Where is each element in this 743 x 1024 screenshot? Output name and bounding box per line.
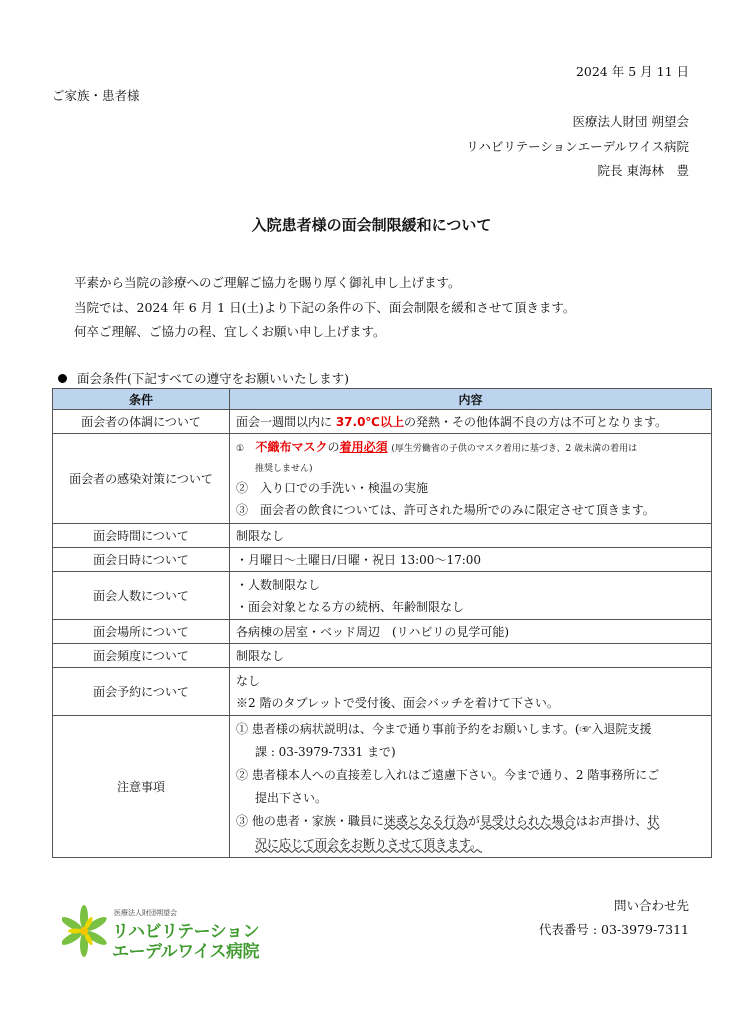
inquiry-phone: 代表番号 : 03-3979-7311 [538,922,689,937]
row-content-health: 面会一週間以内に 37.0℃以上の発熱・その他体調不良の方は不可となります。 [230,410,712,434]
row-label-health: 面会者の体調について [53,410,230,434]
header-condition: 条件 [53,389,230,410]
logo-name-line1: リハビリテーション [112,922,259,942]
mask-highlight: 不織布マスク [255,439,328,454]
table-row [53,716,712,858]
header-content: 内容 [230,389,712,410]
table-row [53,668,712,716]
intro-line-3: 何卒ご理解、ご協力の程、宜しくお願い申し上げます。 [74,324,386,339]
row-content-frequency: 制限なし [230,644,712,668]
inquiry-label: 問い合わせ先 [613,898,689,913]
logo-corp-name: 医療法人財団朔望会 [114,909,177,917]
table-row [53,410,712,434]
row-content-reservation: なし ※2 階のタブレットで受付後、面会バッチを着けて下さい。 [230,668,712,716]
addressee: ご家族・患者様 [52,88,140,103]
logo-name-line2: エーデルワイス病院 [112,942,259,962]
row-label-people: 面会人数について [53,572,230,620]
bullet-icon [58,374,67,383]
row-label-infection: 面会者の感染対策について [53,434,230,524]
document-date: 2024 年 5 月 11 日 [575,64,689,79]
conditions-table [52,388,712,858]
row-content-time: 制限なし [230,524,712,548]
table-row [53,524,712,548]
hospital-logo [62,905,272,960]
document-title: 入院患者様の面会制限緩和について [251,216,492,234]
sender-organization: 医療法人財団 朔望会 [572,114,689,129]
table-row [53,644,712,668]
row-content-days: ・月曜日～土曜日/日曜・祝日 13:00～17:00 [230,548,712,572]
intro-line-2: 当院では、2024 年 6 月 1 日(土)より下記の条件の下、面会制限を緩和させて頂きます。 [74,300,576,315]
table-header-row [53,389,712,410]
table-row [53,572,712,620]
row-label-time: 面会時間について [53,524,230,548]
row-label-notes: 注意事項 [53,716,230,858]
temperature-highlight: 37.0℃以上 [335,414,404,429]
required-highlight: 着用必須 [339,439,388,454]
table-row [53,548,712,572]
intro-line-1: 平素から当院の診療へのご理解ご協力を賜り厚く御礼申し上げます。 [74,275,461,290]
row-label-days: 面会日時について [53,548,230,572]
row-content-people: ・人数制限なし ・面会対象となる方の続柄、年齢制限なし [230,572,712,620]
row-content-infection: ① 不織布マスクの着用必須 (厚生労働省の子供のマスク着用に基づき、2 歳未満の着用は 推奨しません) ② 入り口での手洗い・検温の実施 ③ 面会者の飲食については、許可された場所でのみに限定させて頂きます。 [230,434,712,524]
sender-director: 院長 東海林 豊 [597,163,689,178]
table-row [53,434,712,524]
row-content-place: 各病棟の居室・ベッド周辺 (リハビリの見学可能) [230,620,712,644]
row-label-frequency: 面会頻度について [53,644,230,668]
row-label-place: 面会場所について [53,620,230,644]
edelweiss-flower-icon [62,905,110,957]
section-heading: 面会条件(下記すべての遵守をお願いいたします) [58,369,349,387]
table-row [53,620,712,644]
row-content-notes: ① 患者様の病状説明は、今まで通り事前予約をお願いします。(☞入退院支援 課 : 03-3979-7331 まで) ② 患者様本人への直接差し入れはご遠慮下さい。今まで通り、2 階事務所にご 提出下さい。 ③ 他の患者・家族・職員に迷惑となる行為が見受けられた場合はお声掛け、状 況に応じて面会をお断りさせて頂きます。 [230,716,712,858]
row-label-reservation: 面会予約について [53,668,230,716]
sender-hospital: リハビリテーションエーデルワイス病院 [466,139,689,154]
